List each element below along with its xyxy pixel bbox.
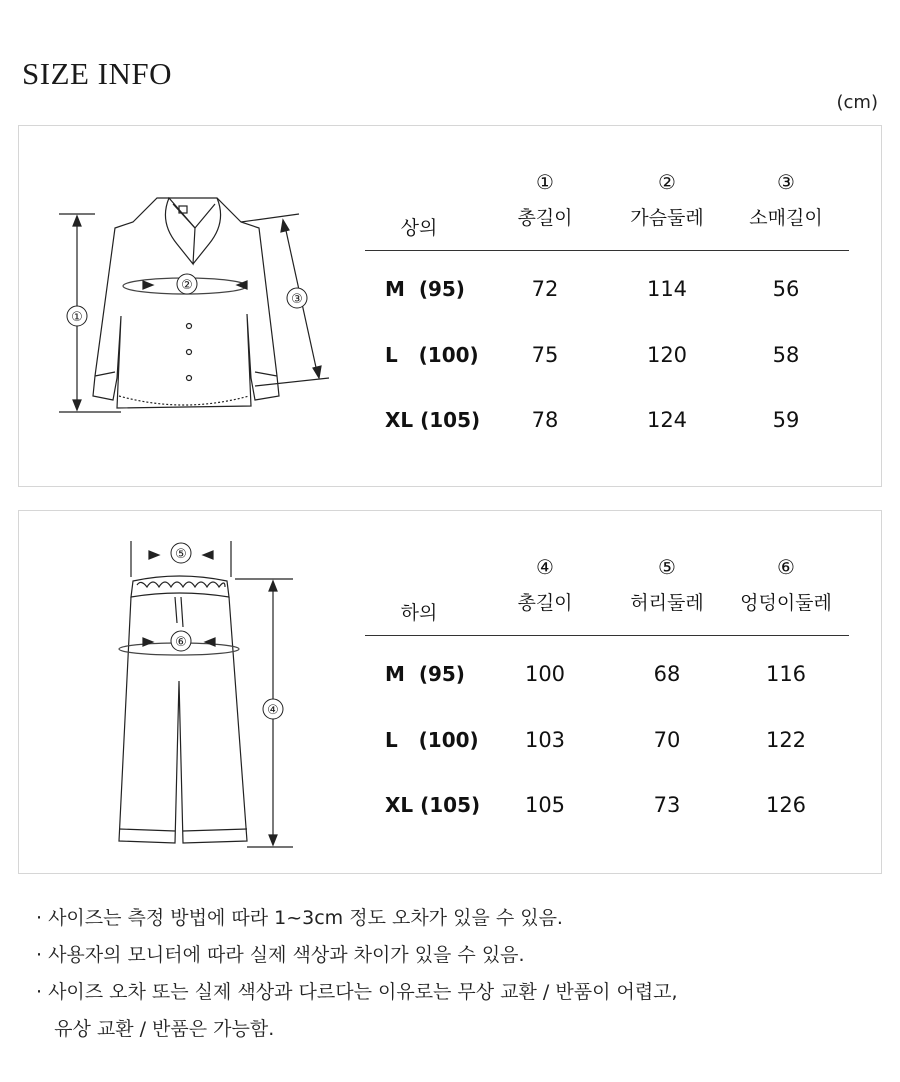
cell-value: 73	[653, 793, 681, 817]
header-label: 엉덩이둘레	[740, 592, 832, 614]
header-mark: ③	[777, 170, 795, 194]
chest-mark: ②	[181, 278, 193, 293]
table-row	[365, 343, 849, 383]
cell-value: 126	[765, 793, 807, 817]
garment-label: 상의	[400, 217, 438, 239]
table-header	[365, 171, 849, 251]
cell-value: 59	[772, 408, 800, 432]
size-label: M (95)	[385, 662, 465, 686]
cell-value: 120	[646, 343, 688, 367]
cell-value: 68	[653, 662, 681, 686]
page-title: SIZE INFO	[22, 56, 173, 91]
cell-value: 114	[646, 277, 688, 301]
size-label: XL (105)	[385, 408, 481, 432]
header-divider	[365, 635, 849, 636]
header-label: 총길이	[517, 592, 573, 614]
header-label: 소매길이	[749, 207, 823, 229]
header-mark: ⑥	[777, 555, 795, 579]
table-header	[365, 556, 849, 636]
header-label: 허리둘레	[630, 592, 704, 614]
size-label: L (100)	[385, 343, 479, 367]
cell-value: 103	[524, 728, 566, 752]
cell-value: 56	[772, 277, 800, 301]
pants-illustration	[19, 511, 359, 873]
bottom-size-panel	[18, 510, 882, 874]
table-row	[365, 728, 849, 768]
top-size-panel	[18, 125, 882, 487]
note-item: · 사이즈는 측정 방법에 따라 1~3cm 정도 오차가 있을 수 있음.	[36, 907, 563, 929]
cell-value: 105	[524, 793, 566, 817]
size-label: XL (105)	[385, 793, 481, 817]
cell-value: 116	[765, 662, 807, 686]
sleeve-mark: ③	[291, 292, 303, 307]
cell-value: 58	[772, 343, 800, 367]
cell-value: 122	[765, 728, 807, 752]
table-row	[365, 408, 849, 448]
header-divider	[365, 250, 849, 251]
header-mark: ⑤	[658, 555, 676, 579]
header-label: 가슴둘레	[630, 207, 704, 229]
header-mark: ④	[536, 555, 554, 579]
garment-label: 하의	[400, 602, 438, 624]
cell-value: 124	[646, 408, 688, 432]
cell-value: 72	[531, 277, 559, 301]
hip-mark: ⑥	[175, 635, 187, 650]
waist-mark: ⑤	[175, 547, 187, 562]
length-mark: ④	[267, 703, 279, 718]
size-label: L (100)	[385, 728, 479, 752]
header-mark: ②	[658, 170, 676, 194]
cell-value: 70	[653, 728, 681, 752]
cell-value: 100	[524, 662, 566, 686]
cell-value: 75	[531, 343, 559, 367]
notes-list	[36, 900, 678, 1048]
note-item: 유상 교환 / 반품은 가능함.	[36, 1018, 275, 1040]
note-item: · 사이즈 오차 또는 실제 색상과 다르다는 이유로는 무상 교환 / 반품이 어렵고,	[36, 981, 678, 1003]
shirt-illustration	[19, 126, 359, 486]
size-label: M (95)	[385, 277, 465, 301]
length-mark: ①	[71, 310, 83, 325]
table-row	[365, 277, 849, 317]
table-row	[365, 793, 849, 833]
header-mark: ①	[536, 170, 554, 194]
cell-value: 78	[531, 408, 559, 432]
note-item: · 사용자의 모니터에 따라 실제 색상과 차이가 있을 수 있음.	[36, 944, 525, 966]
header-label: 총길이	[517, 207, 573, 229]
table-row	[365, 662, 849, 702]
unit-label: (cm)	[836, 92, 878, 113]
